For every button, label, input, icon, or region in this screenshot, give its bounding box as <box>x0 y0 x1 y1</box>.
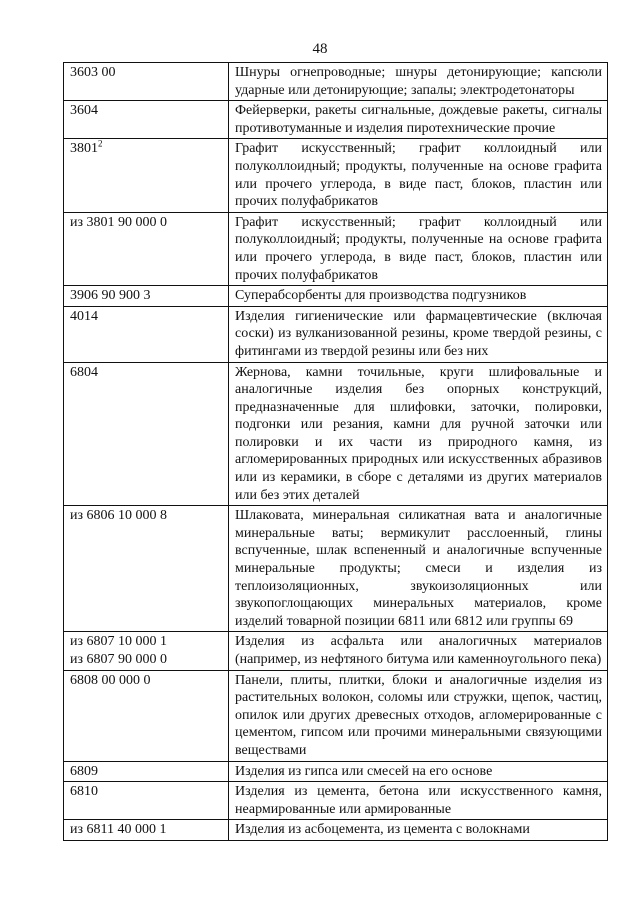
code-cell <box>64 761 229 782</box>
page-number: 48 <box>312 41 328 57</box>
table-row <box>64 506 608 632</box>
commodity-code <box>70 214 223 232</box>
description-cell: Графит искусственный; графит коллоидный или полуколлоидный; продукты, полученные на основе графита или прочего углерода, в виде паст, блоков, пластин или прочих полуфабрикатов <box>229 139 608 212</box>
table-row <box>64 670 608 761</box>
description-cell: Изделия из асбоцемента, из цемента с волокнами <box>229 820 608 841</box>
tariff-code-table <box>63 62 608 841</box>
code-cell <box>64 101 229 139</box>
code-text: 3604 <box>70 103 98 119</box>
code-cell <box>64 63 229 101</box>
description-cell: Изделия из цемента, бетона или искусственного камня, неармированные или армированные <box>229 782 608 820</box>
commodity-code <box>70 633 223 651</box>
description-cell: Изделия из асфальта или аналогичных материалов (например, из нефтяного битума или каменноугольного пека) <box>229 632 608 670</box>
commodity-code <box>70 763 223 781</box>
table-row <box>64 782 608 820</box>
commodity-code <box>70 64 223 82</box>
code-text: 3906 90 900 3 <box>70 288 151 304</box>
code-text: из 6807 90 000 0 <box>70 652 168 667</box>
code-text: 3801 <box>70 141 98 157</box>
commodity-code <box>70 287 223 305</box>
description-cell: Панели, плиты, плитки, блоки и аналогичные изделия из растительных волокон, соломы или стружки, щепок, частиц, опилок или других древесных отходов, агломерированные с цементом, гипсом или прочими минеральными связующими веществами <box>229 670 608 761</box>
table-row <box>64 212 608 285</box>
table-row <box>64 362 608 506</box>
code-cell <box>64 632 229 670</box>
commodity-code <box>70 821 223 839</box>
commodity-code <box>70 672 223 690</box>
table-row <box>64 101 608 139</box>
code-cell <box>64 362 229 506</box>
code-cell <box>64 286 229 307</box>
description-cell: Изделия из гипса или смесей на его основе <box>229 761 608 782</box>
code-text: 6804 <box>70 364 98 380</box>
code-text: из 6807 10 000 1 <box>70 634 168 650</box>
table-row <box>64 820 608 841</box>
commodity-code <box>70 102 223 120</box>
commodity-code <box>70 140 223 158</box>
commodity-code <box>70 364 223 382</box>
description-cell: Суперабсорбенты для производства подгузников <box>229 286 608 307</box>
table-row <box>64 63 608 101</box>
description-cell: Фейерверки, ракеты сигнальные, дождевые ракеты, сигналы противотуманные и изделия пиротехнические прочие <box>229 101 608 139</box>
description-cell: Изделия гигиенические или фармацевтические (включая соски) из вулканизованной резины, кроме твердой резины, с фитингами из твердой резины или без них <box>229 306 608 362</box>
commodity-code <box>70 651 223 669</box>
commodity-code <box>70 308 223 326</box>
code-text: из 3801 90 000 0 <box>70 214 168 230</box>
description-cell: Жернова, камни точильные, круги шлифовальные и аналогичные изделия без опорных конструкций, предназначенные для шлифовки, заточки, полировки, подгонки или резания, камни для ручной заточки или полировки и их части из природного камня, из агломерированных природных или искусственных абразивов или из керамики, в сборе с деталями из других материалов или без этих деталей <box>229 362 608 506</box>
commodity-code <box>70 507 223 525</box>
description-cell: Шлаковата, минеральная силикатная вата и аналогичные минеральные ваты; вермикулит расслоенный, глины вспученные, шлак вспененный и аналогичные вспученные минеральные продукты; смеси и изделия из теплоизоляционных, звукоизоляционных или звукопоглощающих минеральных материалов, кроме изделий товарной позиции 6811 или 6812 или группы 69 <box>229 506 608 632</box>
code-text: 6808 00 000 0 <box>70 672 151 688</box>
code-text: из 6811 40 000 1 <box>70 822 167 838</box>
code-cell <box>64 139 229 212</box>
commodity-code <box>70 783 223 801</box>
code-text: 6809 <box>70 763 98 779</box>
table-row <box>64 286 608 307</box>
code-text: 4014 <box>70 308 98 324</box>
code-text: 3603 00 <box>70 65 116 80</box>
code-cell <box>64 670 229 761</box>
footnote-marker: 2 <box>98 138 103 149</box>
code-cell <box>64 306 229 362</box>
description-cell: Графит искусственный; графит коллоидный или полуколлоидный; продукты, полученные на основе графита или прочего углерода, в виде паст, блоков, пластин или прочих полуфабрикатов <box>229 212 608 285</box>
table-row <box>64 139 608 212</box>
description-cell: Шнуры огнепроводные; шнуры детонирующие; капсюли ударные или детонирующие; запалы; электродетонаторы <box>229 63 608 101</box>
code-cell <box>64 212 229 285</box>
code-cell <box>64 782 229 820</box>
code-text: 6810 <box>70 784 98 800</box>
code-cell <box>64 506 229 632</box>
code-text: из 6806 10 000 8 <box>70 508 168 524</box>
table-row <box>64 632 608 670</box>
table-row <box>64 306 608 362</box>
code-cell <box>64 820 229 841</box>
table-row <box>64 761 608 782</box>
